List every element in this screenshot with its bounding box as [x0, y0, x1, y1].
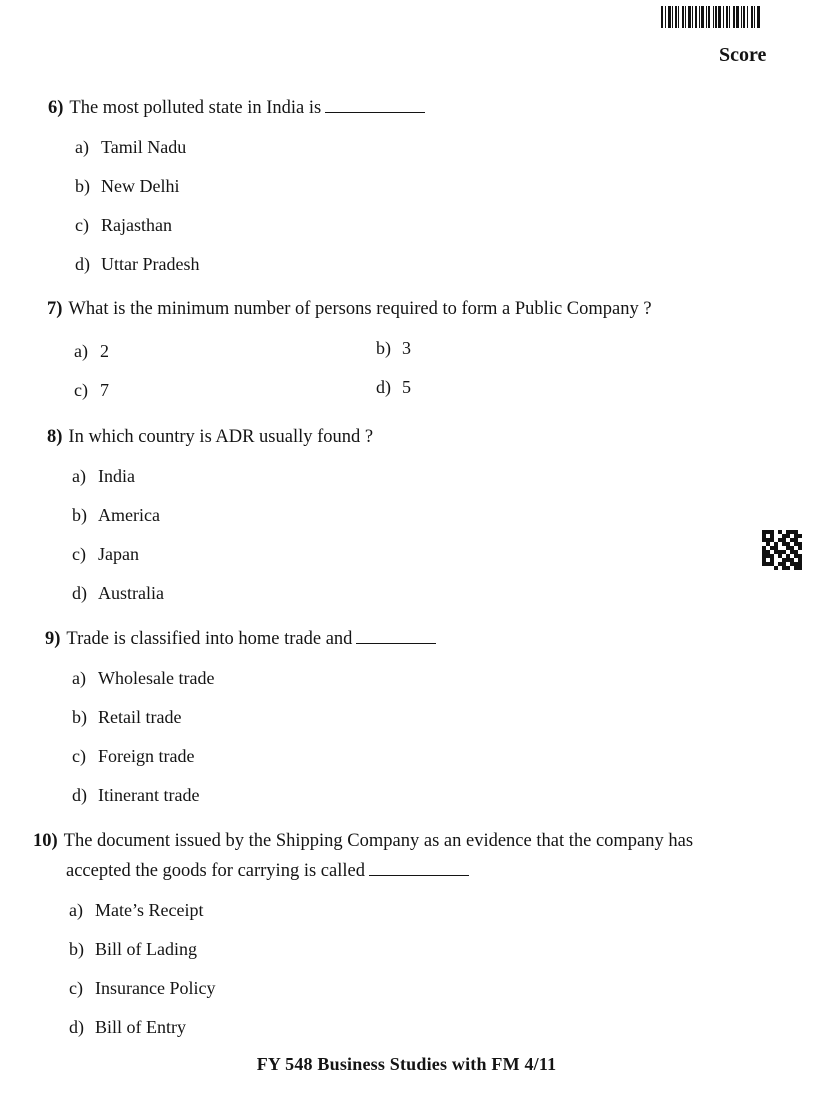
option-label: d): [376, 377, 391, 397]
option-text: Uttar Pradesh: [101, 254, 200, 274]
option: [72, 706, 181, 728]
option-text: Itinerant trade: [98, 785, 200, 805]
option: [72, 504, 160, 526]
option-text: Wholesale trade: [98, 668, 215, 688]
option-label: b): [72, 707, 87, 727]
option-label: d): [69, 1017, 84, 1037]
option-text: 5: [402, 377, 411, 397]
option: [75, 175, 179, 197]
option-label: b): [75, 176, 90, 196]
question-number: 9): [45, 629, 61, 649]
option-label: b): [376, 338, 391, 358]
option-text: Bill of Lading: [95, 939, 197, 959]
option-label: a): [74, 341, 88, 361]
question-10: [33, 830, 693, 852]
question-text: In which country is ADR usually found ?: [68, 427, 374, 447]
answer-blank: [356, 629, 436, 644]
option-label: c): [69, 978, 83, 998]
option-label: a): [72, 668, 86, 688]
page-footer: FY 548 Business Studies with FM 4/11: [256, 1054, 557, 1074]
question-number: 7): [47, 299, 63, 319]
question-number: 8): [47, 427, 63, 447]
option-label: d): [75, 254, 90, 274]
question-number: 6): [48, 98, 64, 118]
option: [69, 977, 215, 999]
option: [72, 745, 194, 767]
answer-blank: [325, 98, 425, 113]
question-text: Trade is classified into home trade and: [66, 629, 353, 649]
option-text: Japan: [98, 544, 139, 564]
option: [376, 337, 411, 359]
question-7: [47, 298, 652, 320]
barcode: [661, 6, 789, 28]
option-label: c): [72, 746, 86, 766]
option-label: a): [72, 466, 86, 486]
option-label: b): [72, 505, 87, 525]
option-label: c): [72, 544, 86, 564]
option: [72, 582, 164, 604]
option: [75, 253, 199, 275]
option-text: Insurance Policy: [95, 978, 216, 998]
option-text: Foreign trade: [98, 746, 195, 766]
option: [69, 899, 203, 921]
question-text-line2: accepted the goods for carrying is called: [66, 861, 365, 881]
option: [75, 214, 172, 236]
option-label: c): [75, 215, 89, 235]
option-text: Australia: [98, 583, 164, 603]
option-label: a): [75, 137, 89, 157]
option-text: Bill of Entry: [95, 1017, 186, 1037]
option-text: Tamil Nadu: [101, 137, 187, 157]
question-text: What is the minimum number of persons required to form a Public Company ?: [68, 299, 652, 319]
option-text: Mate’s Receipt: [95, 900, 204, 920]
option: [72, 784, 199, 806]
option: [376, 376, 411, 398]
option: [74, 379, 109, 401]
option-label: c): [74, 380, 88, 400]
question-8: [47, 426, 373, 448]
question-6: [48, 97, 425, 119]
option-label: d): [72, 785, 87, 805]
option: [75, 136, 186, 158]
option: [74, 340, 109, 362]
option-label: a): [69, 900, 83, 920]
question-9: [45, 628, 436, 650]
option-text: 7: [100, 380, 109, 400]
question-text-line1: The document issued by the Shipping Company as an evidence that the company has: [63, 831, 694, 851]
option: [69, 938, 197, 960]
question-number: 10): [33, 831, 58, 851]
option-text: Rajasthan: [101, 215, 172, 235]
option-text: Retail trade: [98, 707, 182, 727]
option-label: b): [69, 939, 84, 959]
question-text: The most polluted state in India is: [69, 98, 322, 118]
option-label: d): [72, 583, 87, 603]
qr-code-icon: [762, 530, 802, 570]
option-text: India: [98, 466, 135, 486]
option-text: 2: [100, 341, 109, 361]
score-label: Score: [719, 44, 767, 66]
option-text: New Delhi: [101, 176, 180, 196]
question-10-continued: [66, 860, 469, 882]
option: [72, 667, 214, 689]
option-text: America: [98, 505, 160, 525]
answer-blank: [369, 861, 469, 876]
option: [69, 1016, 186, 1038]
option: [72, 543, 139, 565]
option: [72, 465, 135, 487]
option-text: 3: [402, 338, 411, 358]
